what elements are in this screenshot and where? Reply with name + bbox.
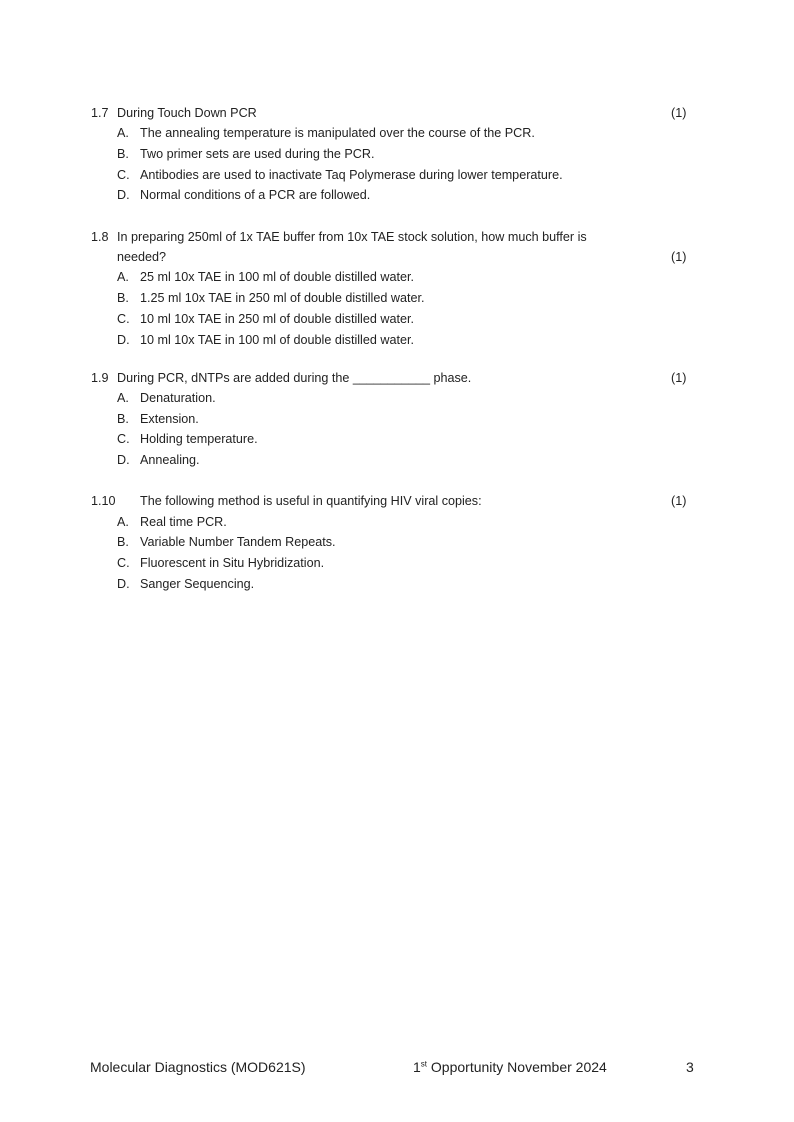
- option-text: Two primer sets are used during the PCR.: [140, 147, 375, 161]
- option-letter: C.: [117, 312, 130, 326]
- option-letter: B.: [117, 412, 129, 426]
- option-letter: B.: [117, 291, 129, 305]
- option-text: Variable Number Tandem Repeats.: [140, 535, 336, 549]
- option-letter: A.: [117, 126, 129, 140]
- footer-opportunity-text: Opportunity November 2024: [427, 1059, 607, 1075]
- option-text: Fluorescent in Situ Hybridization.: [140, 556, 325, 570]
- option-text: The annealing temperature is manipulated over the course of the PCR.: [140, 126, 535, 140]
- option-text: Holding temperature.: [140, 432, 258, 446]
- footer-opportunity-suffix: st: [420, 1059, 428, 1069]
- question-1-7-marks: (1): [671, 106, 687, 120]
- option-letter: A.: [117, 391, 129, 405]
- option-text: 25 ml 10x TAE in 100 ml of double distilled water.: [140, 270, 414, 284]
- option-text: Real time PCR.: [140, 515, 227, 529]
- question-1-9-stem: During PCR, dNTPs are added during the ___________ phase.: [117, 371, 472, 385]
- question-1-7-number: 1.7: [91, 106, 109, 120]
- page-number: 3: [686, 1059, 694, 1075]
- option-letter: C.: [117, 556, 130, 570]
- footer-course: Molecular Diagnostics (MOD621S): [90, 1059, 306, 1075]
- option-text: 1.25 ml 10x TAE in 250 ml of double distilled water.: [140, 291, 425, 305]
- question-1-8-stem: In preparing 250ml of 1x TAE buffer from 10x TAE stock solution, how much buffer is: [117, 230, 587, 244]
- question-1-10-number: 1.10: [91, 494, 116, 508]
- option-text: 10 ml 10x TAE in 250 ml of double distilled water.: [140, 312, 414, 326]
- option-text: Extension.: [140, 412, 199, 426]
- option-text: 10 ml 10x TAE in 100 ml of double distilled water.: [140, 333, 414, 347]
- option-text: Denaturation.: [140, 391, 216, 405]
- option-letter: D.: [117, 453, 130, 467]
- option-letter: A.: [117, 270, 129, 284]
- question-1-9-number: 1.9: [91, 371, 109, 385]
- option-letter: B.: [117, 535, 129, 549]
- option-text: Normal conditions of a PCR are followed.: [140, 188, 371, 202]
- question-1-8-number: 1.8: [91, 230, 109, 244]
- option-letter: D.: [117, 577, 130, 591]
- option-letter: D.: [117, 188, 130, 202]
- option-letter: C.: [117, 432, 130, 446]
- question-1-8-marks: (1): [671, 250, 687, 264]
- question-1-8-stem-continued: needed?: [117, 250, 167, 264]
- question-1-10-stem: The following method is useful in quantifying HIV viral copies:: [140, 494, 482, 508]
- question-1-10-marks: (1): [671, 494, 687, 508]
- option-text: Annealing.: [140, 453, 200, 467]
- option-letter: D.: [117, 333, 130, 347]
- option-text: Antibodies are used to inactivate Taq Polymerase during lower temperature.: [140, 168, 563, 182]
- option-letter: B.: [117, 147, 129, 161]
- option-text: Sanger Sequencing.: [140, 577, 255, 591]
- footer-opportunity-number: 1: [413, 1059, 421, 1075]
- question-1-7-stem: During Touch Down PCR: [117, 106, 257, 120]
- option-letter: A.: [117, 515, 129, 529]
- option-letter: C.: [117, 168, 130, 182]
- question-1-9-marks: (1): [671, 371, 687, 385]
- footer-opportunity: [413, 1059, 607, 1075]
